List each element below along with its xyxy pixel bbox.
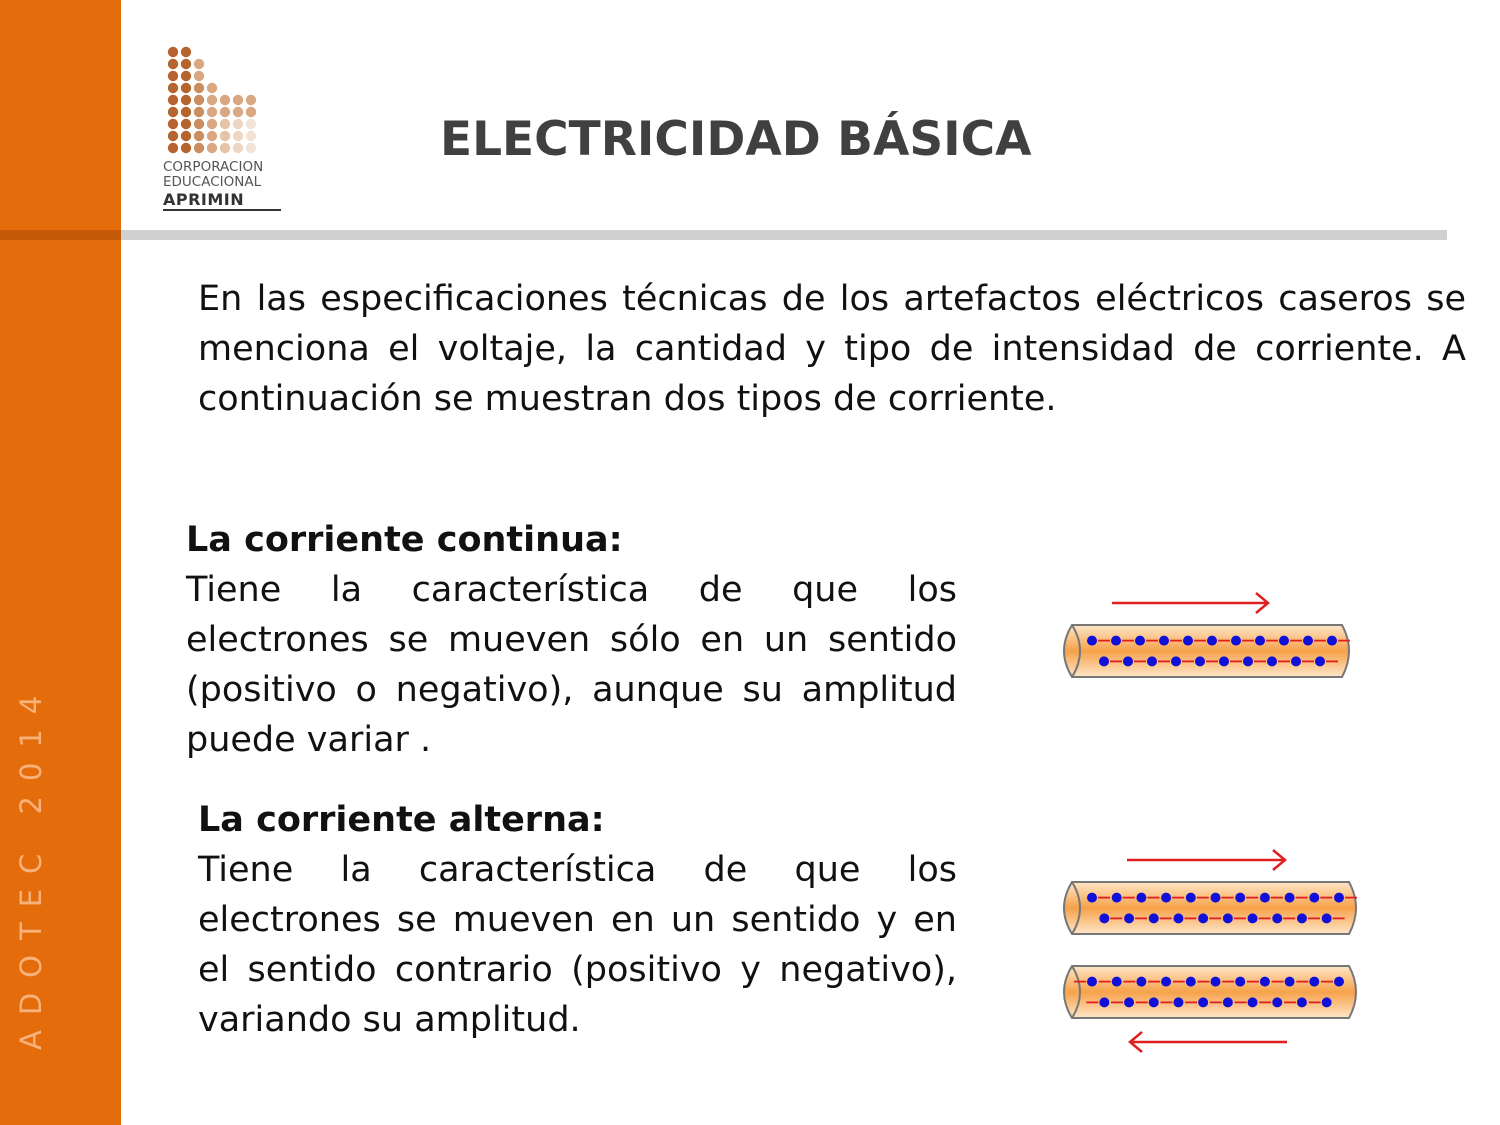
ac-arrow-right-icon [1127,850,1285,870]
logo-brand: APRIMIN [163,190,281,211]
electron [1327,636,1337,646]
electron [1198,997,1208,1007]
electron [1124,997,1134,1007]
electron [1279,636,1289,646]
logo-dot [194,119,204,129]
logo-dot [168,119,178,129]
electron [1248,913,1258,923]
electron [1123,656,1133,666]
logo-line-1: CORPORACION [163,159,264,175]
logo-dot [194,95,204,105]
electron [1149,913,1159,923]
electron [1285,893,1295,903]
electron [1297,913,1307,923]
electron [1315,656,1325,666]
logo-dot [181,47,191,57]
logo-dot [246,95,256,105]
electron [1322,997,1332,1007]
electron [1173,997,1183,1007]
electron [1272,913,1282,923]
electron [1136,977,1146,987]
electron [1285,977,1295,987]
wire-body [1064,882,1356,934]
logo-dot [246,131,256,141]
logo-dot [181,143,191,153]
logo-dot [220,107,230,117]
alternating-current-diagram [1052,840,1367,1065]
electron [1087,636,1097,646]
electron [1087,977,1097,987]
electron [1099,656,1109,666]
electron [1297,997,1307,1007]
logo-dot [181,59,191,69]
dc-arrow-right-icon [1112,593,1268,613]
section-heading-direct-current: La corriente continua: [186,520,623,560]
electron [1161,977,1171,987]
electron [1207,636,1217,646]
electron [1112,977,1122,987]
electron [1124,913,1134,923]
ac-wire-bottom [1064,966,1356,1018]
logo-dot [246,143,256,153]
header-rule-orange [0,230,121,240]
logo-dot [181,71,191,81]
electron [1211,977,1221,987]
electron [1231,636,1241,646]
electron [1255,636,1265,646]
electron [1243,656,1253,666]
electron [1235,977,1245,987]
electron [1260,893,1270,903]
electron [1136,893,1146,903]
dc-wire [1064,625,1350,677]
electron [1322,913,1332,923]
logo-dot [168,47,178,57]
logo-line-2: EDUCACIONAL [163,174,262,190]
electron [1309,977,1319,987]
logo-dot [207,107,217,117]
direct-current-diagram [1052,585,1362,685]
logo-dot [233,107,243,117]
section-text-alternating-current: Tiene la característica de que los electrones se mueven en un sentido y en el sentido contrario (positivo y negativo), variando su amplitud. [198,850,957,1040]
logo-dot [181,107,191,117]
intro-paragraph: En las especificaciones técnicas de los artefactos eléctricos caseros se menciona el voltaje, la cantidad y tipo de intensidad de corriente. A continuación se muestran dos tipos de corriente. [198,279,1466,419]
electron [1334,893,1344,903]
logo-dot [207,143,217,153]
electron [1099,997,1109,1007]
electron [1173,913,1183,923]
electron [1149,997,1159,1007]
electron [1223,997,1233,1007]
logo-dot [181,131,191,141]
logo-dot [194,71,204,81]
logo-dot [207,119,217,129]
section-alternating-current [198,795,957,1045]
logo-dot [246,119,256,129]
electron [1223,913,1233,923]
logo-dot [194,83,204,93]
electron [1111,636,1121,646]
electron [1195,656,1205,666]
electron [1186,977,1196,987]
ac-wire-top [1064,882,1357,934]
electron [1235,893,1245,903]
section-direct-current [186,515,957,765]
logo-dot [233,131,243,141]
logo-dot [168,107,178,117]
logo-dot [246,107,256,117]
logo-dot [168,83,178,93]
electron [1099,913,1109,923]
logo-dot [220,143,230,153]
logo-dot [207,131,217,141]
electron [1272,997,1282,1007]
section-heading-alternating-current: La corriente alterna: [198,800,605,840]
logo-dot [207,95,217,105]
logo-dot [168,95,178,105]
logo-text [163,160,285,211]
logo-dot [220,131,230,141]
logo-dot [233,119,243,129]
logo-dot [168,131,178,141]
electron [1147,656,1157,666]
logo-dot [181,119,191,129]
logo-dot [220,119,230,129]
electron [1161,893,1171,903]
logo-dot [194,59,204,69]
logo-dot [181,95,191,105]
logo-dot [168,59,178,69]
ac-arrow-left-icon [1130,1032,1287,1052]
electron [1087,893,1097,903]
logo-dot [168,143,178,153]
electron [1303,636,1313,646]
wire-body [1064,625,1349,677]
logo-dot [220,95,230,105]
logo-dot [233,95,243,105]
electron [1248,997,1258,1007]
logo-dot [194,131,204,141]
electron [1211,893,1221,903]
wire-body [1064,966,1356,1018]
logo-dot [181,83,191,93]
electron [1135,636,1145,646]
electron [1219,656,1229,666]
section-text-direct-current: Tiene la característica de que los electrones se mueven sólo en un sentido (positivo o negativo), aunque su amplitud puede variar . [186,570,957,760]
electron [1260,977,1270,987]
logo-dot [207,83,217,93]
logo-dot [194,107,204,117]
logo-dot [233,143,243,153]
logo-dot [194,143,204,153]
electron [1291,656,1301,666]
electron [1267,656,1277,666]
electron [1198,913,1208,923]
electron [1186,893,1196,903]
electron [1183,636,1193,646]
electron [1112,893,1122,903]
electron [1334,977,1344,987]
page-title: ELECTRICIDAD BÁSICA [440,112,1032,167]
logo-dot [168,71,178,81]
sidebar-vertical-text: ADOTEC 2014 [14,680,48,1050]
electron [1159,636,1169,646]
electron [1171,656,1181,666]
header-rule-gray [121,230,1447,240]
electron [1309,893,1319,903]
